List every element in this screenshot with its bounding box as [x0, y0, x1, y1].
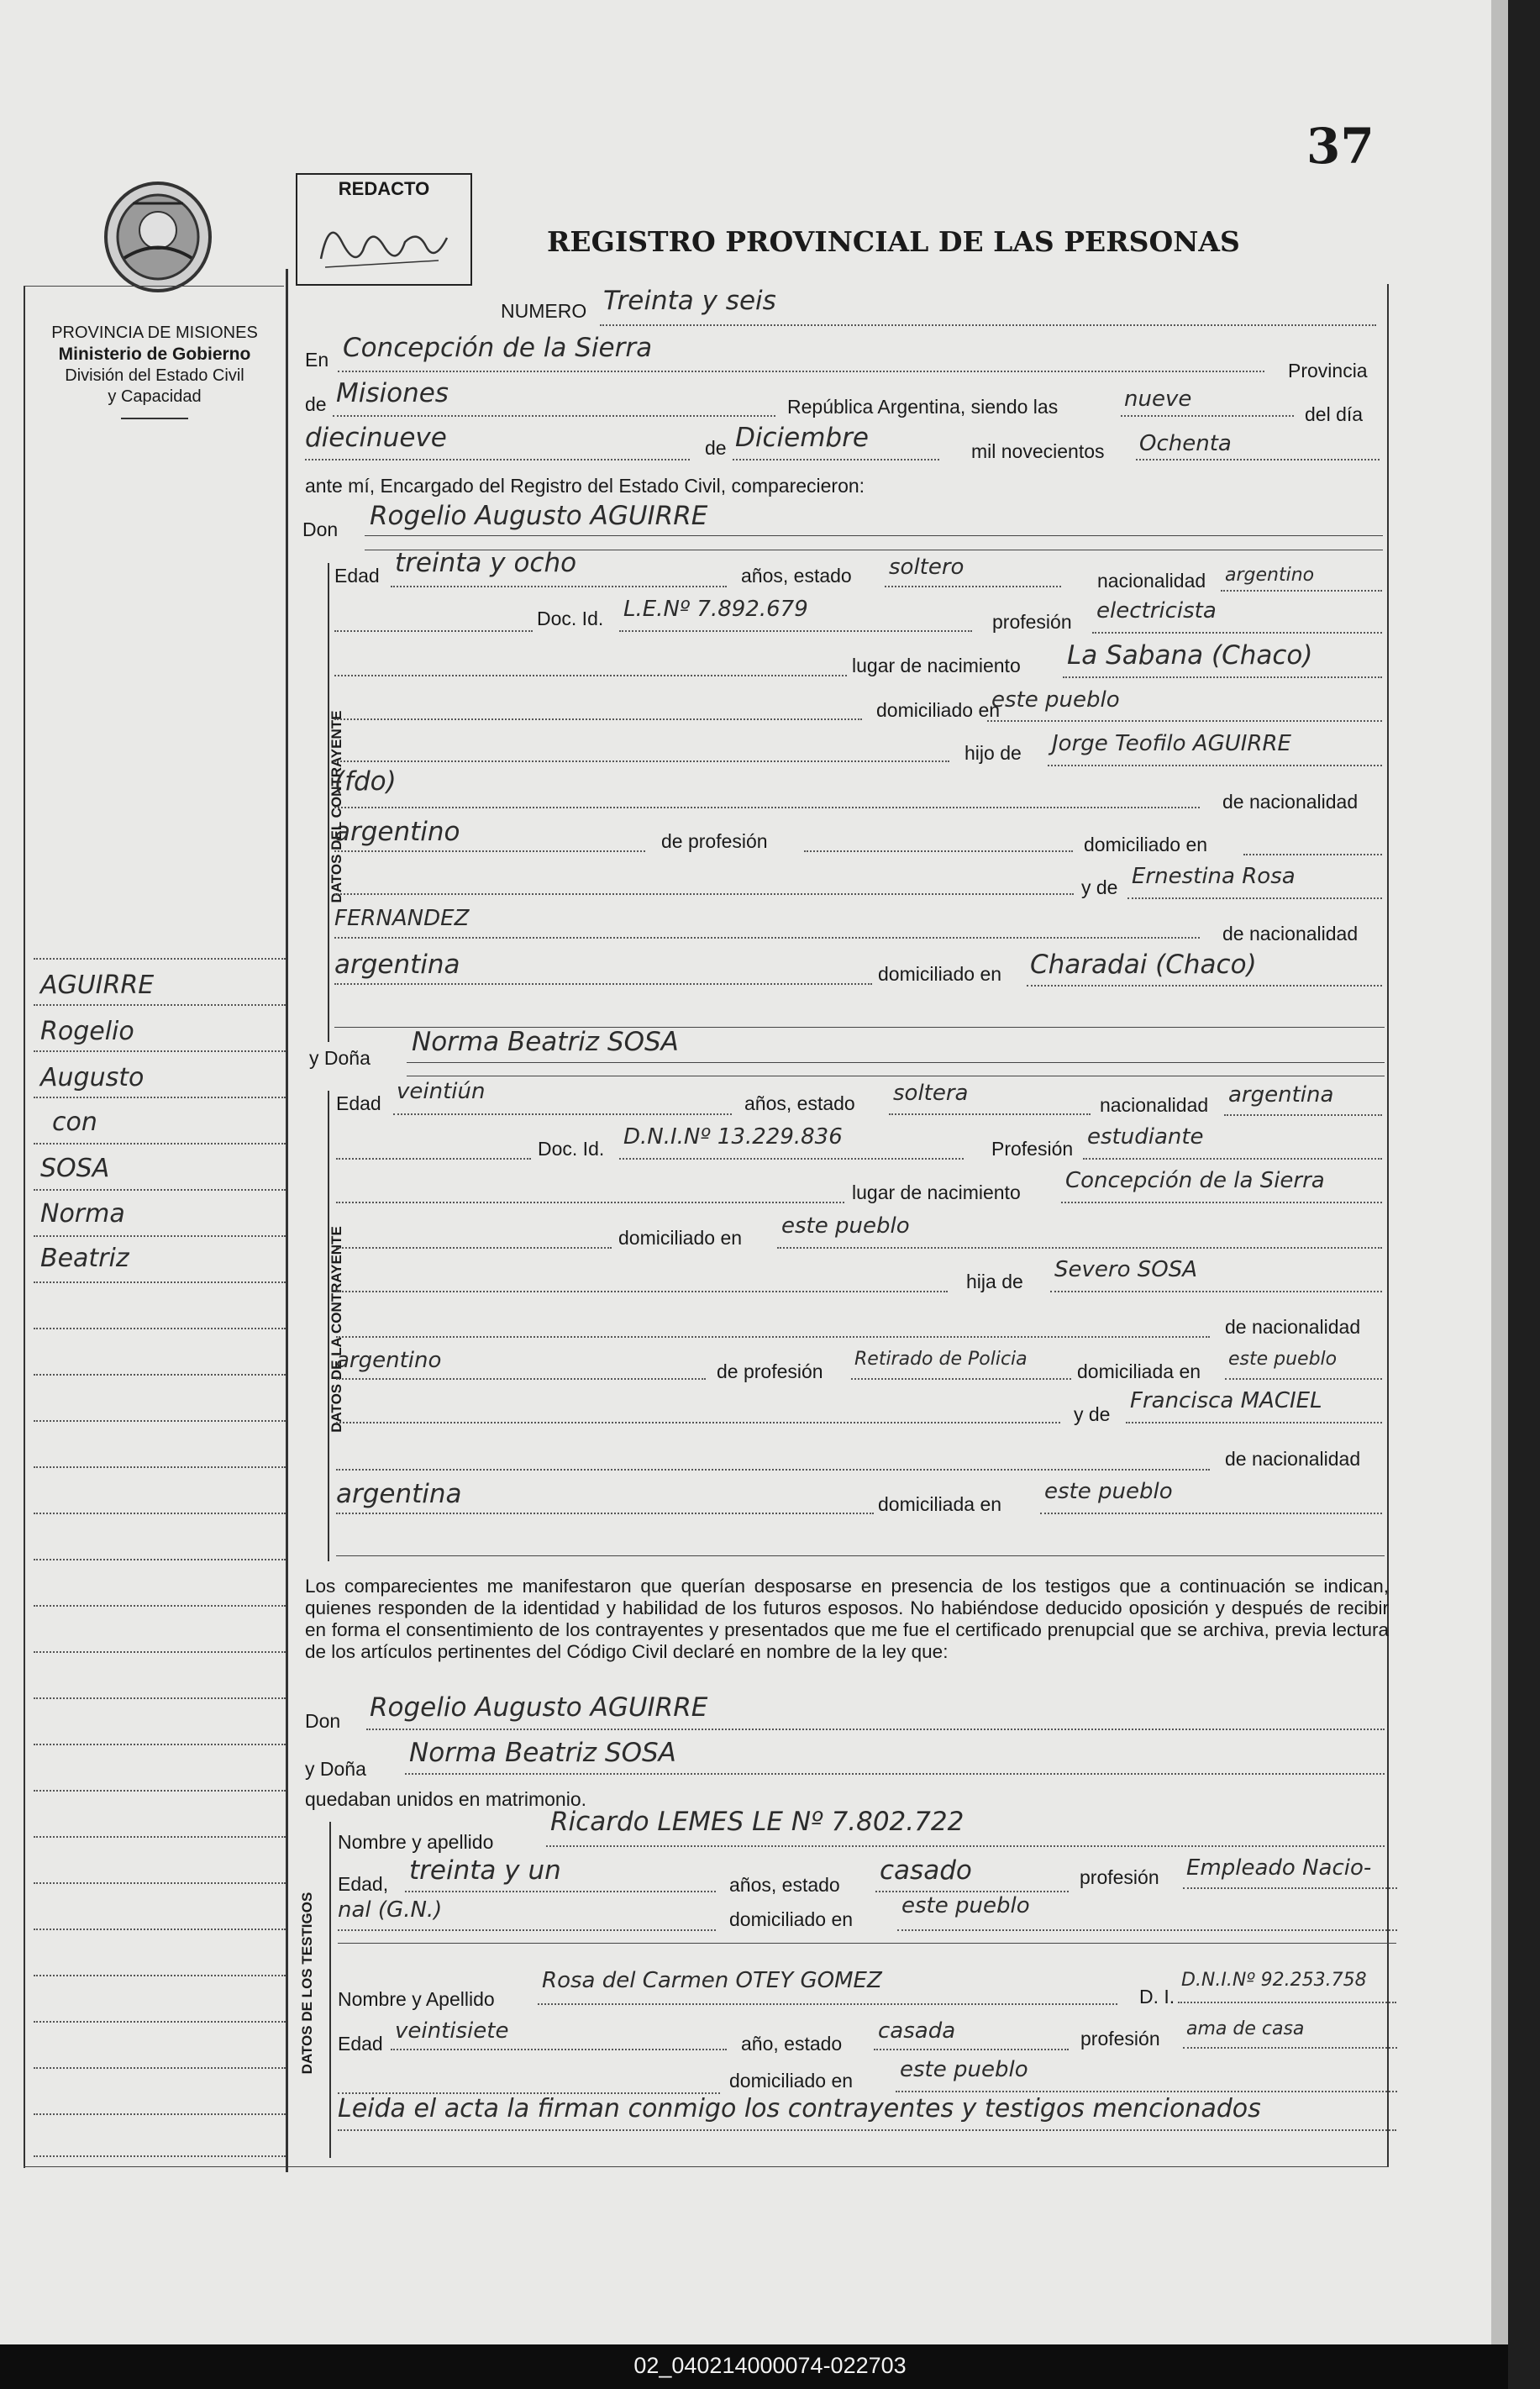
bride-mother: Francisca MACIEL: [1130, 1388, 1322, 1413]
w1-prof-label: profesión: [1080, 1866, 1159, 1888]
w2-name: Rosa del Carmen OTEY GOMEZ: [542, 1968, 882, 1993]
ministry-label: Ministerio de Gobierno: [58, 345, 251, 364]
w2-profession: ama de casa: [1186, 2018, 1305, 2039]
left-border: [24, 286, 25, 2168]
bride-father-dom: este pueblo: [1228, 1349, 1338, 1370]
dona-label: y Doña: [309, 1047, 371, 1069]
margin-line: [34, 2155, 286, 2157]
w2-dom-label: domiciliado en: [729, 2070, 854, 2092]
w2-name-label: Nombre y Apellido: [338, 1988, 495, 2010]
groom-de-nac-label: de nacionalidad: [1222, 791, 1359, 813]
fill-line: [619, 1158, 964, 1160]
bride-father-nat: argentino: [336, 1348, 442, 1373]
margin-line: [34, 1189, 286, 1191]
fill-line: [1040, 1513, 1382, 1514]
w1-profession: Empleado Nacio-: [1186, 1855, 1372, 1881]
fill-line: [334, 983, 872, 985]
margin-line: [34, 1744, 286, 1745]
groom-nac-label: nacionalidad: [1097, 570, 1206, 592]
fill-line: [1027, 985, 1382, 987]
fill-line: [1092, 632, 1382, 634]
fill-line: [336, 1378, 706, 1380]
margin-line: [34, 1328, 286, 1329]
groom-de-prof-label: de profesión: [661, 830, 768, 852]
margin-name-line: SOSA: [40, 1154, 110, 1183]
groom-doc-label: Doc. Id.: [537, 608, 604, 629]
groom-domicile: este pueblo: [991, 687, 1120, 713]
bride-doc-label: Doc. Id.: [538, 1138, 605, 1160]
bride-doc: D.N.I.Nº 13.229.836: [623, 1124, 843, 1150]
bride-nac-label: nacionalidad: [1100, 1094, 1209, 1116]
bride-name: Norma Beatriz SOSA: [412, 1027, 679, 1057]
margin-name-line: con: [52, 1108, 97, 1137]
year-value: Ochenta: [1139, 431, 1232, 456]
fill-line: [334, 807, 1200, 808]
province-label: PROVINCIA DE MISIONES: [51, 324, 258, 342]
groom-name: Rogelio Augusto AGUIRRE: [370, 501, 708, 531]
margin-line: [34, 1281, 286, 1283]
w1-name-label: Nombre y apellido: [338, 1831, 494, 1853]
margin-line: [34, 1975, 286, 1976]
en-label: En: [305, 349, 329, 371]
fill-line: [407, 1062, 1385, 1063]
margin-name-line: Beatriz: [40, 1244, 129, 1273]
place-value: Concepción de la Sierra: [343, 333, 653, 363]
fill-line: [334, 893, 1074, 895]
margin-name-line: AGUIRRE: [40, 971, 155, 1000]
w2-estado: casada: [878, 2018, 956, 2044]
hour-value: nueve: [1124, 387, 1192, 412]
fill-line: [405, 1773, 1385, 1775]
groom-mother-surname: FERNANDEZ: [334, 906, 470, 931]
bride-mother-dom-label: domiciliada en: [878, 1493, 1002, 1515]
margin-name-line: Norma: [40, 1199, 125, 1229]
fill-line: [405, 1891, 716, 1892]
province-value: Misiones: [336, 378, 449, 408]
fill-line: [885, 586, 1061, 587]
fill-line: [1224, 1114, 1382, 1116]
w1-dom-label: domiciliado en: [729, 1908, 854, 1930]
division-label: División del Estado Civil: [65, 366, 244, 385]
fill-line: [336, 1202, 844, 1203]
fill-line: [334, 850, 645, 852]
w2-di: D.N.I.Nº 92.253.758: [1181, 1970, 1367, 1991]
groom-father: Jorge Teofilo AGUIRRE: [1052, 731, 1291, 756]
decl-closing: quedaban unidos en matrimonio.: [305, 1788, 587, 1810]
fill-line: [874, 2049, 1069, 2050]
w1-age: treinta y un: [409, 1855, 561, 1886]
fill-line: [393, 1113, 732, 1115]
groom-estado: soltero: [889, 555, 964, 580]
w2-anos-label: año, estado: [741, 2033, 843, 2055]
page-number: 37: [1306, 118, 1374, 175]
margin-line: [34, 1513, 286, 1514]
fill-line: [333, 415, 775, 417]
day-value: diecinueve: [305, 423, 447, 453]
fill-line: [366, 1729, 1385, 1730]
fill-line: [391, 2049, 727, 2050]
margin-line: [34, 1559, 286, 1560]
groom-father-dom-label: domiciliado en: [1084, 834, 1208, 855]
w1-estado: casado: [880, 1855, 972, 1886]
fill-line: [336, 1291, 948, 1292]
fill-line: [897, 1929, 1397, 1931]
margin-name-line: Augusto: [40, 1063, 145, 1092]
capacity-label: y Capacidad: [108, 387, 202, 406]
fill-line: [1183, 1887, 1397, 1889]
fill-line: [1183, 2047, 1397, 2049]
fill-line: [336, 1469, 1210, 1471]
groom-mother-nat: argentina: [334, 950, 460, 980]
groom-anos-label: años, estado: [741, 565, 852, 587]
groom-mother: Ernestina Rosa: [1132, 864, 1296, 889]
groom-nationality: argentino: [1225, 565, 1315, 586]
left-bottom-line: [24, 2166, 286, 2167]
numero-value: Treinta y seis: [603, 286, 776, 316]
de2-label: de: [705, 437, 727, 459]
decl-bride: Norma Beatriz SOSA: [409, 1738, 676, 1768]
bride-de-nac-label-2: de nacionalidad: [1225, 1448, 1361, 1470]
groom-father-note: (fdo): [334, 766, 397, 797]
groom-birthplace: La Sabana (Chaco): [1067, 640, 1313, 671]
bride-anos-label: años, estado: [744, 1092, 855, 1114]
fill-line: [338, 1943, 1396, 1944]
groom-lugar-label: lugar de nacimiento: [852, 655, 1021, 676]
fill-line: [336, 1555, 1385, 1556]
left-header: [24, 323, 286, 419]
fill-line: [334, 937, 1200, 939]
fill-line: [336, 1158, 531, 1160]
closing-line: Leida el acta la firman conmigo los contrayentes y testigos mencionados: [338, 2094, 1261, 2123]
fill-line: [334, 718, 862, 720]
fill-line: [336, 1422, 1060, 1423]
image-caption: 02_040214000074-022703: [633, 2353, 907, 2378]
fill-line: [338, 1929, 716, 1931]
bride-father-dom-label: domiciliada en: [1077, 1360, 1201, 1382]
bride-hija-label: hija de: [966, 1271, 1023, 1292]
bride-profession: estudiante: [1087, 1124, 1204, 1150]
w2-domicile: este pueblo: [900, 2057, 1028, 2082]
fill-line: [336, 1247, 612, 1249]
margin-line: [34, 1651, 286, 1653]
fill-line: [1225, 1378, 1382, 1380]
legal-paragraph: Los comparecientes me manifestaron que querían desposarse en presencia de los testigos que a continuación se indican, quienes responden de la identidad y habilidad de los futuros esposos. No habiéndose deducido oposición y después de recibir en forma el consentimiento de los contrayentes y presentados que me fue el certificado prenupcial que se archiva, previa lectura de los artículos pertinentes del Código Civil declaré en nombre de la ley que:: [305, 1576, 1389, 1662]
fill-line: [1126, 1422, 1382, 1423]
main-bottom-line: [288, 2166, 1389, 2167]
fill-line: [619, 630, 972, 632]
groom-yde-label: y de: [1081, 876, 1118, 898]
fill-line: [875, 1891, 1069, 1892]
w2-age: veintisiete: [395, 2018, 509, 2044]
divider: [121, 418, 188, 419]
w1-profession-cont: nal (G.N.): [338, 1897, 443, 1923]
bride-birthplace: Concepción de la Sierra: [1065, 1168, 1325, 1193]
fill-line: [1048, 765, 1382, 766]
bride-edad-label: Edad: [336, 1092, 381, 1114]
redacto-label: REDACTO: [338, 178, 430, 199]
margin-line: [34, 958, 286, 960]
groom-father-nat: argentino: [334, 817, 460, 847]
margin-line: [34, 1605, 286, 1607]
groom-doc: L.E.Nº 7.892.679: [623, 597, 808, 622]
fill-line: [334, 760, 949, 762]
margin-line: [34, 1882, 286, 1884]
witness-bracket: [329, 1822, 331, 2158]
margin-line: [34, 2113, 286, 2115]
fill-line: [889, 1113, 1091, 1115]
groom-prof-label: profesión: [992, 611, 1072, 633]
w2-edad-label: Edad: [338, 2033, 383, 2055]
fill-line: [391, 586, 727, 587]
groom-edad-label: Edad: [334, 565, 380, 587]
fill-line: [1127, 897, 1382, 899]
bride-domicile: este pueblo: [781, 1213, 910, 1239]
bride-father-prof: Retirado de Policia: [854, 1349, 1028, 1370]
numero-label: NUMERO: [501, 300, 587, 322]
witness-section-label: DATOS DE LOS TESTIGOS: [299, 1892, 315, 2075]
fill-line: [336, 1513, 874, 1514]
bride-father: Severo SOSA: [1054, 1257, 1198, 1282]
fill-line: [896, 2091, 1397, 2092]
w1-edad-label: Edad,: [338, 1873, 389, 1895]
provincial-seal-icon: [99, 178, 217, 296]
mil-label: mil novecientos: [971, 440, 1105, 462]
margin-line: [34, 2021, 286, 2023]
groom-mother-dom: Charadai (Chaco): [1030, 950, 1257, 980]
w1-name: Ricardo LEMES LE Nº 7.802.722: [550, 1807, 964, 1837]
margin-line: [34, 1050, 286, 1052]
bride-mother-nat: argentina: [336, 1479, 462, 1509]
groom-mother-dom-label: domiciliado en: [878, 963, 1002, 985]
groom-de-nac-label-2: de nacionalidad: [1222, 923, 1359, 945]
groom-profession: electricista: [1096, 598, 1217, 624]
bride-de-prof-label: de profesión: [717, 1360, 823, 1382]
bride-prof-label: Profesión: [991, 1138, 1074, 1160]
fill-line: [334, 630, 533, 632]
margin-line: [34, 2067, 286, 2069]
margin-line: [34, 1836, 286, 1838]
decl-dona-label: y Doña: [305, 1758, 366, 1780]
bride-mother-dom: este pueblo: [1044, 1479, 1173, 1504]
margin-line: [34, 1004, 286, 1006]
main-left-border: [286, 269, 288, 2172]
groom-dom-label: domiciliado en: [876, 699, 1001, 721]
bride-age: veintiún: [397, 1079, 486, 1104]
fill-line: [538, 2003, 1117, 2005]
margin-line: [34, 1929, 286, 1930]
bride-section-label: DATOS DE LA CONTRAYENTE: [328, 1226, 344, 1433]
republica-label: República Argentina, siendo las: [787, 396, 1059, 418]
fill-line: [733, 459, 939, 460]
fill-line: [338, 371, 1264, 372]
fill-line: [1083, 1158, 1382, 1160]
bride-estado: soltera: [893, 1081, 969, 1106]
groom-hijo-label: hijo de: [964, 742, 1022, 764]
margin-line: [34, 1420, 286, 1422]
margin-line: [34, 1143, 286, 1145]
groom-section-label: DATOS DEL CONTRAYENTE: [328, 710, 344, 903]
fill-line: [336, 1336, 1210, 1338]
document-title: REGISTRO PROVINCIAL DE LAS PERSONAS: [547, 225, 1240, 258]
decl-don-label: Don: [305, 1710, 341, 1732]
w1-anos-label: años, estado: [729, 1874, 840, 1896]
fill-line: [305, 459, 690, 460]
redacto-signature: [313, 208, 455, 276]
fill-line: [334, 675, 847, 676]
redacto-box: [296, 173, 472, 286]
fill-line: [1178, 2002, 1396, 2003]
fill-line: [600, 324, 1376, 326]
groom-age: treinta y ocho: [395, 548, 577, 578]
fill-line: [338, 2129, 1396, 2131]
margin-line: [34, 1466, 286, 1468]
month-value: Diciembre: [735, 423, 869, 453]
de-label: de: [305, 393, 327, 415]
w2-prof-label: profesión: [1080, 2028, 1160, 2050]
bride-yde-label: y de: [1074, 1403, 1111, 1425]
fill-line: [1063, 676, 1382, 678]
margin-line: [34, 1235, 286, 1237]
w1-domicile: este pueblo: [901, 1893, 1030, 1918]
provincia-label: Provincia: [1288, 360, 1368, 382]
fill-line: [365, 535, 1383, 536]
book-edge: [1491, 0, 1508, 2344]
don-label: Don: [302, 518, 339, 540]
ante-text: ante mí, Encargado del Registro del Estado Civil, comparecieron:: [305, 475, 865, 497]
fill-line: [1136, 459, 1380, 460]
fill-line: [1121, 415, 1294, 417]
fill-line: [987, 720, 1382, 722]
bride-dom-label: domiciliado en: [618, 1227, 743, 1249]
fill-line: [1221, 590, 1382, 592]
margin-line: [34, 1374, 286, 1376]
w2-di-label: D. I.: [1139, 1986, 1175, 2007]
del-dia-label: del día: [1305, 403, 1364, 425]
bride-nationality: argentina: [1228, 1082, 1334, 1108]
fill-line: [1061, 1202, 1382, 1203]
decl-groom: Rogelio Augusto AGUIRRE: [370, 1692, 708, 1723]
book-binding: [1508, 0, 1540, 2389]
margin-line: [34, 1097, 286, 1098]
fill-line: [546, 1845, 1385, 1847]
fill-line: [1243, 854, 1382, 855]
fill-line: [804, 850, 1073, 852]
margin-line: [34, 1697, 286, 1699]
bride-de-nac-label: de nacionalidad: [1225, 1316, 1361, 1338]
fill-line: [777, 1247, 1382, 1249]
fill-line: [1050, 1291, 1382, 1292]
bride-lugar-label: lugar de nacimiento: [852, 1181, 1021, 1203]
left-top-line: [24, 286, 284, 287]
fill-line: [851, 1378, 1071, 1380]
margin-name-line: Rogelio: [40, 1017, 134, 1046]
margin-line: [34, 1790, 286, 1792]
main-right-border: [1387, 284, 1389, 2166]
